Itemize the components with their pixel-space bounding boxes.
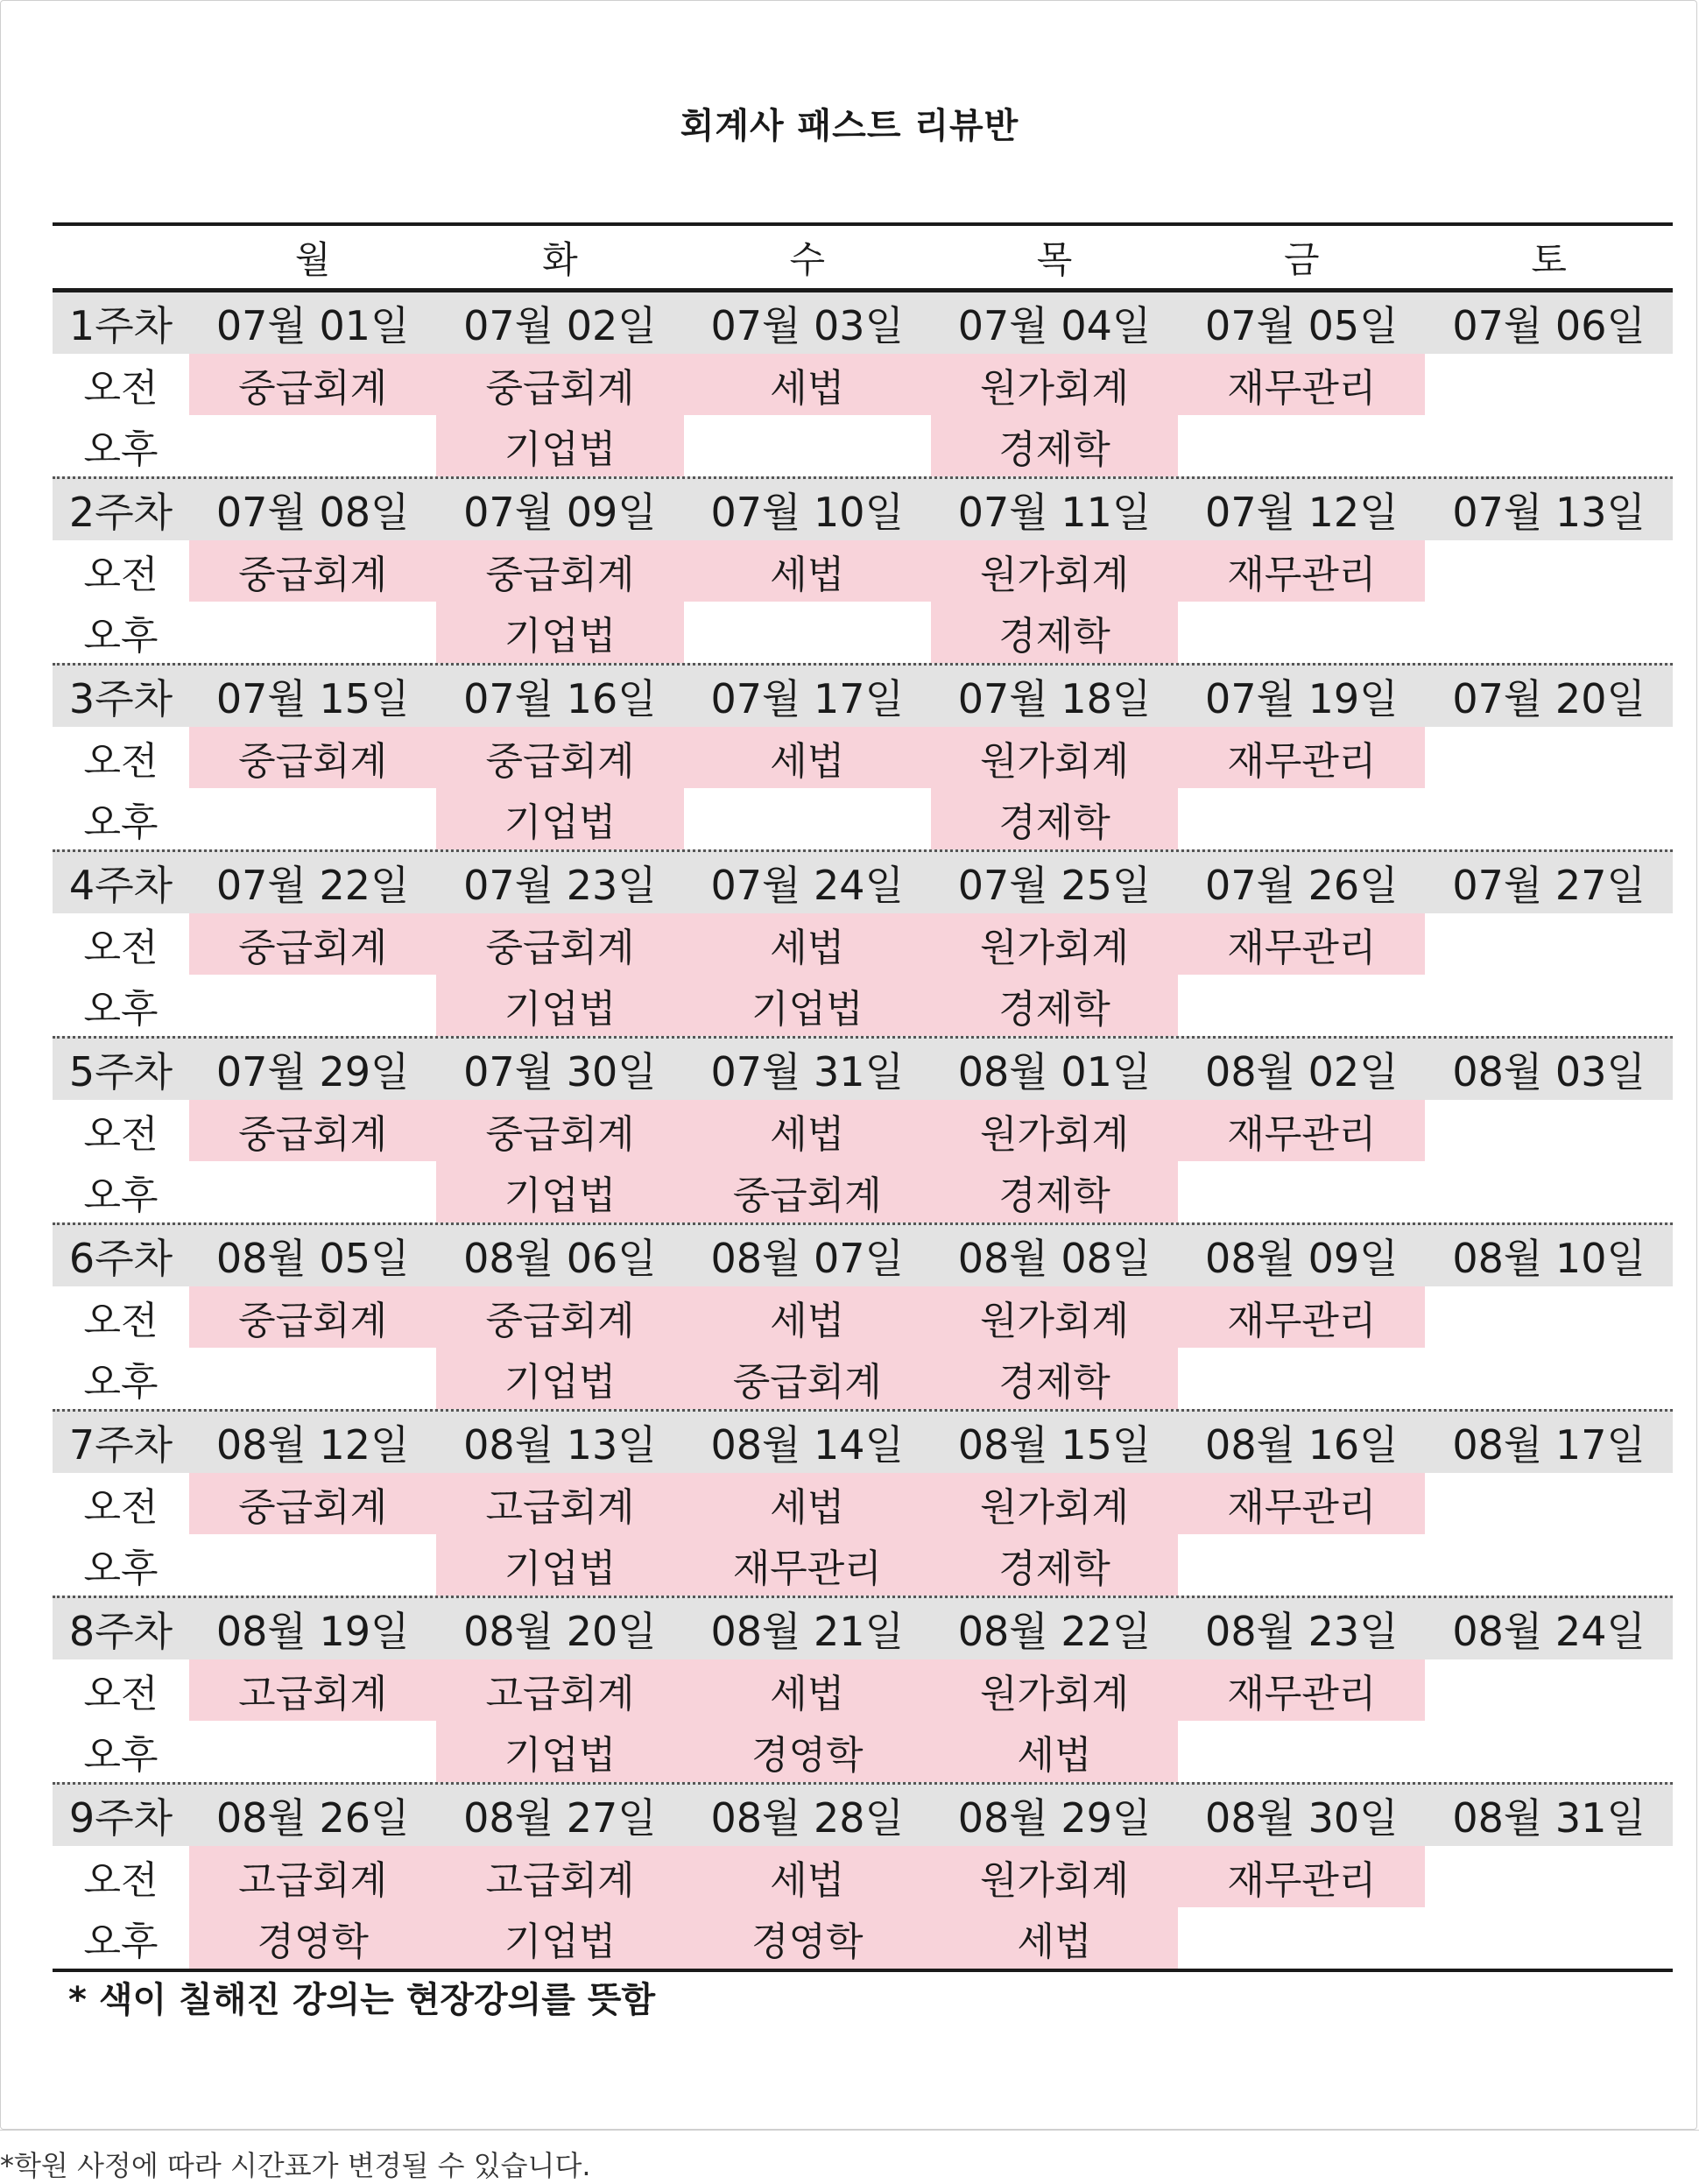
- class-cell: 경제학: [931, 415, 1178, 476]
- date-cell: 08월 17일: [1452, 1421, 1646, 1469]
- date-cell: 07월 31일: [710, 1048, 905, 1096]
- date-cell: 08월 03일: [1452, 1048, 1646, 1096]
- date-cell: 08월 05일: [215, 1235, 410, 1282]
- class-cell: 세법: [684, 1100, 931, 1161]
- morning-label: 오전: [83, 1858, 159, 1903]
- class-cell: 중급회계: [189, 727, 436, 788]
- class-cell: 원가회계: [931, 1846, 1178, 1907]
- class-cell: 경제학: [931, 1348, 1178, 1409]
- afternoon-label: 오후: [83, 1920, 159, 1964]
- afternoon-label: 오후: [83, 800, 159, 845]
- class-cell: 재무관리: [1178, 1846, 1425, 1907]
- date-cell: 07월 22일: [215, 862, 410, 909]
- morning-label: 오전: [83, 926, 159, 970]
- morning-label: 오전: [83, 739, 159, 784]
- empty-cell: [1425, 1534, 1672, 1596]
- class-cell: 중급회계: [436, 727, 683, 788]
- week-date-row: [53, 1409, 1673, 1473]
- empty-cell: [1178, 1161, 1425, 1222]
- weekday-header: 금: [1284, 237, 1320, 281]
- week-date-row: [53, 1596, 1673, 1659]
- afternoon-row: [53, 1721, 1673, 1782]
- class-cell: 기업법: [436, 1348, 683, 1409]
- afternoon-label: 오후: [83, 987, 159, 1032]
- class-cell: 재무관리: [1178, 1100, 1425, 1161]
- morning-label: 오전: [83, 1299, 159, 1343]
- class-cell: 재무관리: [684, 1534, 931, 1596]
- empty-cell: [1425, 602, 1672, 663]
- date-cell: 07월 08일: [215, 489, 410, 536]
- onsite-note: * 색이 칠해진 강의는 현장강의를 뜻함: [68, 1980, 656, 2020]
- date-cell: 08월 20일: [463, 1608, 657, 1655]
- class-cell: 원가회계: [931, 1659, 1178, 1721]
- empty-cell: [1425, 1100, 1672, 1161]
- date-cell: 07월 12일: [1205, 489, 1399, 536]
- morning-row: [53, 1473, 1673, 1534]
- date-cell: 07월 23일: [463, 862, 657, 909]
- class-cell: 세법: [931, 1907, 1178, 1969]
- class-cell: 기업법: [436, 975, 683, 1036]
- afternoon-label: 오후: [83, 1733, 159, 1778]
- footer-divider: [0, 2130, 1699, 2131]
- date-cell: 07월 17일: [710, 675, 905, 722]
- class-cell: 기업법: [684, 975, 931, 1036]
- class-cell: 중급회계: [684, 1348, 931, 1409]
- date-cell: 07월 01일: [215, 302, 410, 349]
- date-cell: 07월 04일: [957, 302, 1152, 349]
- empty-cell: [189, 602, 436, 663]
- date-cell: 07월 05일: [1205, 302, 1399, 349]
- morning-label: 오전: [83, 553, 159, 597]
- class-cell: 세법: [931, 1721, 1178, 1782]
- class-cell: 재무관리: [1178, 354, 1425, 415]
- empty-cell: [1425, 540, 1672, 602]
- empty-cell: [189, 1348, 436, 1409]
- date-cell: 07월 20일: [1452, 675, 1646, 722]
- class-cell: 원가회계: [931, 540, 1178, 602]
- class-cell: 기업법: [436, 1161, 683, 1222]
- class-cell: 고급회계: [436, 1473, 683, 1534]
- week-blocks: [53, 288, 1673, 1969]
- weekday-header-row: [53, 226, 1673, 288]
- morning-label: 오전: [83, 1672, 159, 1716]
- week-label: 3주차: [68, 675, 173, 722]
- date-cell: 08월 07일: [710, 1235, 905, 1282]
- week-date-row: [53, 1036, 1673, 1100]
- date-cell: 07월 25일: [957, 862, 1152, 909]
- afternoon-label: 오후: [83, 1360, 159, 1405]
- empty-cell: [1178, 1907, 1425, 1969]
- afternoon-label: 오후: [83, 614, 159, 659]
- date-cell: 08월 29일: [957, 1794, 1152, 1842]
- footer-disclaimer: *학원 사정에 따라 시간표가 변경될 수 있습니다.: [0, 2149, 591, 2182]
- class-cell: 세법: [684, 1286, 931, 1348]
- class-cell: 기업법: [436, 788, 683, 849]
- week-label: 4주차: [68, 862, 173, 909]
- date-cell: 07월 02일: [463, 302, 657, 349]
- empty-cell: [1425, 1348, 1672, 1409]
- class-cell: 세법: [684, 1473, 931, 1534]
- header-blank-cell: [53, 226, 189, 288]
- empty-cell: [1178, 1534, 1425, 1596]
- empty-cell: [189, 975, 436, 1036]
- class-cell: 경영학: [684, 1907, 931, 1969]
- date-cell: 08월 28일: [710, 1794, 905, 1842]
- class-cell: 중급회계: [684, 1161, 931, 1222]
- date-cell: 07월 29일: [215, 1048, 410, 1096]
- class-cell: 중급회계: [436, 1100, 683, 1161]
- afternoon-row: [53, 415, 1673, 476]
- date-cell: 08월 06일: [463, 1235, 657, 1282]
- class-cell: 세법: [684, 354, 931, 415]
- week-label: 7주차: [68, 1421, 173, 1469]
- date-cell: 07월 15일: [215, 675, 410, 722]
- class-cell: 경제학: [931, 788, 1178, 849]
- class-cell: 중급회계: [189, 1100, 436, 1161]
- date-cell: 07월 09일: [463, 489, 657, 536]
- empty-cell: [1425, 1473, 1672, 1534]
- date-cell: 08월 08일: [957, 1235, 1152, 1282]
- date-cell: 08월 24일: [1452, 1608, 1646, 1655]
- morning-row: [53, 913, 1673, 975]
- empty-cell: [1425, 1907, 1672, 1969]
- afternoon-row: [53, 788, 1673, 849]
- empty-cell: [189, 1721, 436, 1782]
- empty-cell: [1425, 1721, 1672, 1782]
- afternoon-row: [53, 1534, 1673, 1596]
- date-cell: 07월 13일: [1452, 489, 1646, 536]
- week-date-row: [53, 849, 1673, 913]
- class-cell: 재무관리: [1178, 1473, 1425, 1534]
- class-cell: 고급회계: [436, 1846, 683, 1907]
- empty-cell: [1178, 975, 1425, 1036]
- afternoon-label: 오후: [83, 1173, 159, 1218]
- class-cell: 경제학: [931, 1534, 1178, 1596]
- page-title: 회계사 패스트 리뷰반: [680, 106, 1019, 146]
- class-cell: 원가회계: [931, 1473, 1178, 1534]
- date-cell: 07월 10일: [710, 489, 905, 536]
- class-cell: 세법: [684, 1659, 931, 1721]
- class-cell: 고급회계: [189, 1659, 436, 1721]
- weekday-header: 토: [1531, 237, 1567, 281]
- empty-cell: [684, 788, 931, 849]
- week-label: 2주차: [68, 489, 173, 536]
- class-cell: 중급회계: [436, 354, 683, 415]
- empty-cell: [1178, 1348, 1425, 1409]
- afternoon-row: [53, 975, 1673, 1036]
- week-label: 1주차: [68, 302, 173, 349]
- date-cell: 08월 31일: [1452, 1794, 1646, 1842]
- class-cell: 경제학: [931, 602, 1178, 663]
- afternoon-row: [53, 1348, 1673, 1409]
- empty-cell: [1425, 1846, 1672, 1907]
- morning-row: [53, 1846, 1673, 1907]
- morning-label: 오전: [83, 1112, 159, 1157]
- week-label: 5주차: [68, 1048, 173, 1096]
- week-date-row: [53, 476, 1673, 540]
- week-label: 6주차: [68, 1235, 173, 1282]
- date-cell: 07월 27일: [1452, 862, 1646, 909]
- date-cell: 07월 03일: [710, 302, 905, 349]
- empty-cell: [1425, 727, 1672, 788]
- class-cell: 기업법: [436, 1534, 683, 1596]
- week-label: 8주차: [68, 1608, 173, 1655]
- schedule-table: [53, 222, 1673, 1972]
- empty-cell: [1425, 1659, 1672, 1721]
- class-cell: 기업법: [436, 1721, 683, 1782]
- class-cell: 원가회계: [931, 354, 1178, 415]
- date-cell: 08월 23일: [1205, 1608, 1399, 1655]
- date-cell: 07월 06일: [1452, 302, 1646, 349]
- class-cell: 고급회계: [189, 1846, 436, 1907]
- date-cell: 07월 26일: [1205, 862, 1399, 909]
- class-cell: 세법: [684, 540, 931, 602]
- date-cell: 08월 16일: [1205, 1421, 1399, 1469]
- morning-row: [53, 1286, 1673, 1348]
- class-cell: 재무관리: [1178, 727, 1425, 788]
- morning-row: [53, 727, 1673, 788]
- date-cell: 08월 21일: [710, 1608, 905, 1655]
- morning-row: [53, 540, 1673, 602]
- weekday-header: 목: [1036, 237, 1073, 281]
- empty-cell: [1178, 1721, 1425, 1782]
- class-cell: 중급회계: [189, 1473, 436, 1534]
- date-cell: 08월 19일: [215, 1608, 410, 1655]
- date-cell: 08월 22일: [957, 1608, 1152, 1655]
- week-date-row: [53, 288, 1673, 354]
- date-cell: 08월 10일: [1452, 1235, 1646, 1282]
- date-cell: 08월 02일: [1205, 1048, 1399, 1096]
- date-cell: 08월 30일: [1205, 1794, 1399, 1842]
- date-cell: 08월 26일: [215, 1794, 410, 1842]
- class-cell: 경제학: [931, 975, 1178, 1036]
- date-cell: 07월 24일: [710, 862, 905, 909]
- class-cell: 중급회계: [189, 913, 436, 975]
- week-date-row: [53, 1782, 1673, 1846]
- date-cell: 07월 18일: [957, 675, 1152, 722]
- date-cell: 08월 12일: [215, 1421, 410, 1469]
- class-cell: 중급회계: [189, 354, 436, 415]
- afternoon-row: [53, 602, 1673, 663]
- date-cell: 07월 11일: [957, 489, 1152, 536]
- class-cell: 원가회계: [931, 1286, 1178, 1348]
- week-label: 9주차: [68, 1794, 173, 1842]
- empty-cell: [189, 1534, 436, 1596]
- weekday-header: 수: [789, 237, 826, 281]
- class-cell: 재무관리: [1178, 1659, 1425, 1721]
- class-cell: 원가회계: [931, 727, 1178, 788]
- class-cell: 중급회계: [436, 1286, 683, 1348]
- date-cell: 07월 16일: [463, 675, 657, 722]
- class-cell: 재무관리: [1178, 540, 1425, 602]
- empty-cell: [189, 415, 436, 476]
- empty-cell: [1178, 788, 1425, 849]
- class-cell: 원가회계: [931, 913, 1178, 975]
- date-cell: 08월 15일: [957, 1421, 1152, 1469]
- date-cell: 07월 30일: [463, 1048, 657, 1096]
- class-cell: 기업법: [436, 602, 683, 663]
- empty-cell: [1425, 1161, 1672, 1222]
- empty-cell: [1425, 415, 1672, 476]
- class-cell: 기업법: [436, 415, 683, 476]
- week-date-row: [53, 1222, 1673, 1286]
- class-cell: 경제학: [931, 1161, 1178, 1222]
- morning-row: [53, 1659, 1673, 1721]
- empty-cell: [189, 1161, 436, 1222]
- week-date-row: [53, 663, 1673, 727]
- empty-cell: [1425, 913, 1672, 975]
- class-cell: 세법: [684, 727, 931, 788]
- class-cell: 원가회계: [931, 1100, 1178, 1161]
- empty-cell: [684, 602, 931, 663]
- morning-label: 오전: [83, 1485, 159, 1530]
- class-cell: 중급회계: [189, 540, 436, 602]
- afternoon-label: 오후: [83, 1546, 159, 1591]
- class-cell: 세법: [684, 1846, 931, 1907]
- afternoon-row: [53, 1161, 1673, 1222]
- weekday-header: 월: [294, 237, 331, 281]
- weekday-header: 화: [542, 237, 578, 281]
- class-cell: 중급회계: [436, 913, 683, 975]
- date-cell: 08월 27일: [463, 1794, 657, 1842]
- empty-cell: [1178, 602, 1425, 663]
- empty-cell: [1425, 788, 1672, 849]
- afternoon-label: 오후: [83, 427, 159, 472]
- date-cell: 08월 14일: [710, 1421, 905, 1469]
- class-cell: 중급회계: [436, 540, 683, 602]
- date-cell: 08월 01일: [957, 1048, 1152, 1096]
- class-cell: 중급회계: [189, 1286, 436, 1348]
- empty-cell: [1425, 354, 1672, 415]
- class-cell: 고급회계: [436, 1659, 683, 1721]
- date-cell: 08월 13일: [463, 1421, 657, 1469]
- empty-cell: [1425, 1286, 1672, 1348]
- class-cell: 경영학: [189, 1907, 436, 1969]
- class-cell: 재무관리: [1178, 1286, 1425, 1348]
- empty-cell: [1425, 975, 1672, 1036]
- morning-label: 오전: [83, 366, 159, 411]
- morning-row: [53, 1100, 1673, 1161]
- empty-cell: [684, 415, 931, 476]
- empty-cell: [189, 788, 436, 849]
- class-cell: 재무관리: [1178, 913, 1425, 975]
- morning-row: [53, 354, 1673, 415]
- afternoon-row: [53, 1907, 1673, 1969]
- date-cell: 07월 19일: [1205, 675, 1399, 722]
- date-cell: 08월 09일: [1205, 1235, 1399, 1282]
- empty-cell: [1178, 415, 1425, 476]
- class-cell: 경영학: [684, 1721, 931, 1782]
- class-cell: 기업법: [436, 1907, 683, 1969]
- class-cell: 세법: [684, 913, 931, 975]
